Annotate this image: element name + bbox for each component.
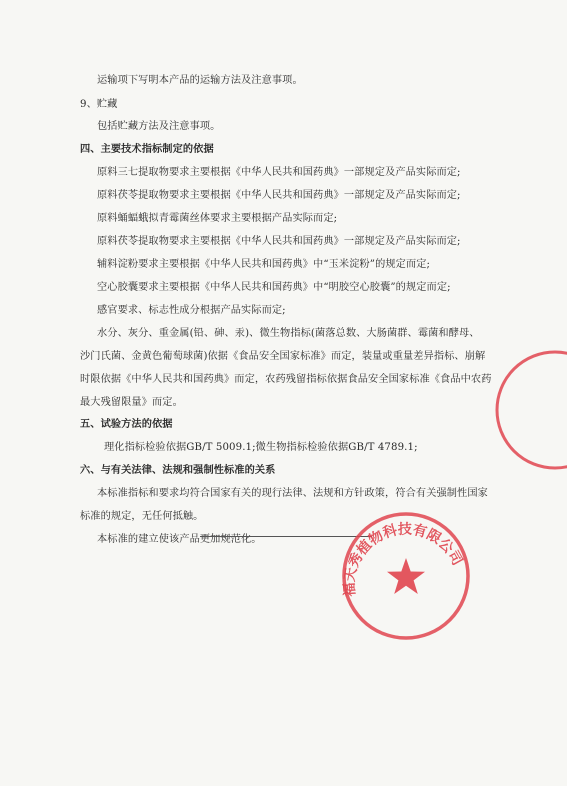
text-line: 理化指标检验依据GB/T 5009.1;微生物指标检验依据GB/T 4789.1; xyxy=(104,442,418,453)
text-line: 最大残留限量》而定。 xyxy=(80,397,183,408)
text-line: 运输项下写明本产品的运输方法及注意事项。 xyxy=(97,75,303,86)
text-line: 辅料淀粉要求主要根据《中华人民共和国药典》中“玉米淀粉”的规定而定; xyxy=(97,259,431,270)
text-line: 原料三七提取物要求主要根据《中华人民共和国药典》一部规定及产品实际而定; xyxy=(97,167,461,178)
text-line: 空心胶囊要求主要根据《中华人民共和国药典》中“明胶空心胶囊”的规定而定; xyxy=(97,282,451,293)
text-line: 标准的规定，无任何抵触。 xyxy=(80,511,204,522)
text-line: 原料茯苓提取物要求主要根据《中华人民共和国药典》一部规定及产品实际而定; xyxy=(97,190,461,201)
text-line: 水分、灰分、重金属(铅、砷、汞)、微生物指标(菌落总数、大肠菌群、霉菌和酵母、 xyxy=(97,328,480,339)
company-seal xyxy=(338,508,474,644)
text-line: 原料茯苓提取物要求主要根据《中华人民共和国药典》一部规定及产品实际而定; xyxy=(97,236,461,247)
text-line: 沙门氏菌、金黄色葡萄球菌)依据《食品安全国家标准》而定，装量或重量差异指标、崩解 xyxy=(80,351,486,362)
company-seal-partial xyxy=(470,340,567,480)
star-icon xyxy=(387,558,425,594)
text-line: 时限依据《中华人民共和国药典》而定，农药残留指标依据食品安全国家标准《食品中农药 xyxy=(80,374,492,385)
text-line: 本标准指标和要求均符合国家有关的现行法律、法规和方针政策，符合有关强制性国家 xyxy=(97,488,488,499)
text-line: 感官要求、标志性成分根据产品实际而定; xyxy=(97,305,286,316)
section-heading: 六、与有关法律、法规和强制性标准的关系 xyxy=(80,465,276,476)
seal-main-text: 福天秀植物科技有限公司 xyxy=(341,521,466,598)
section-heading: 五、试验方法的依据 xyxy=(80,419,173,430)
section-heading: 四、主要技术指标制定的依据 xyxy=(80,144,214,155)
text-line: 本标准的建立使该产品更加规范化。 xyxy=(97,534,262,545)
text-line: 原料蛹蝠蛾拟青霉菌丝体要求主要根据产品实际而定; xyxy=(97,213,338,224)
text-line: 包括贮藏方法及注意事项。 xyxy=(97,121,221,132)
section-heading: 9、贮藏 xyxy=(80,99,118,110)
